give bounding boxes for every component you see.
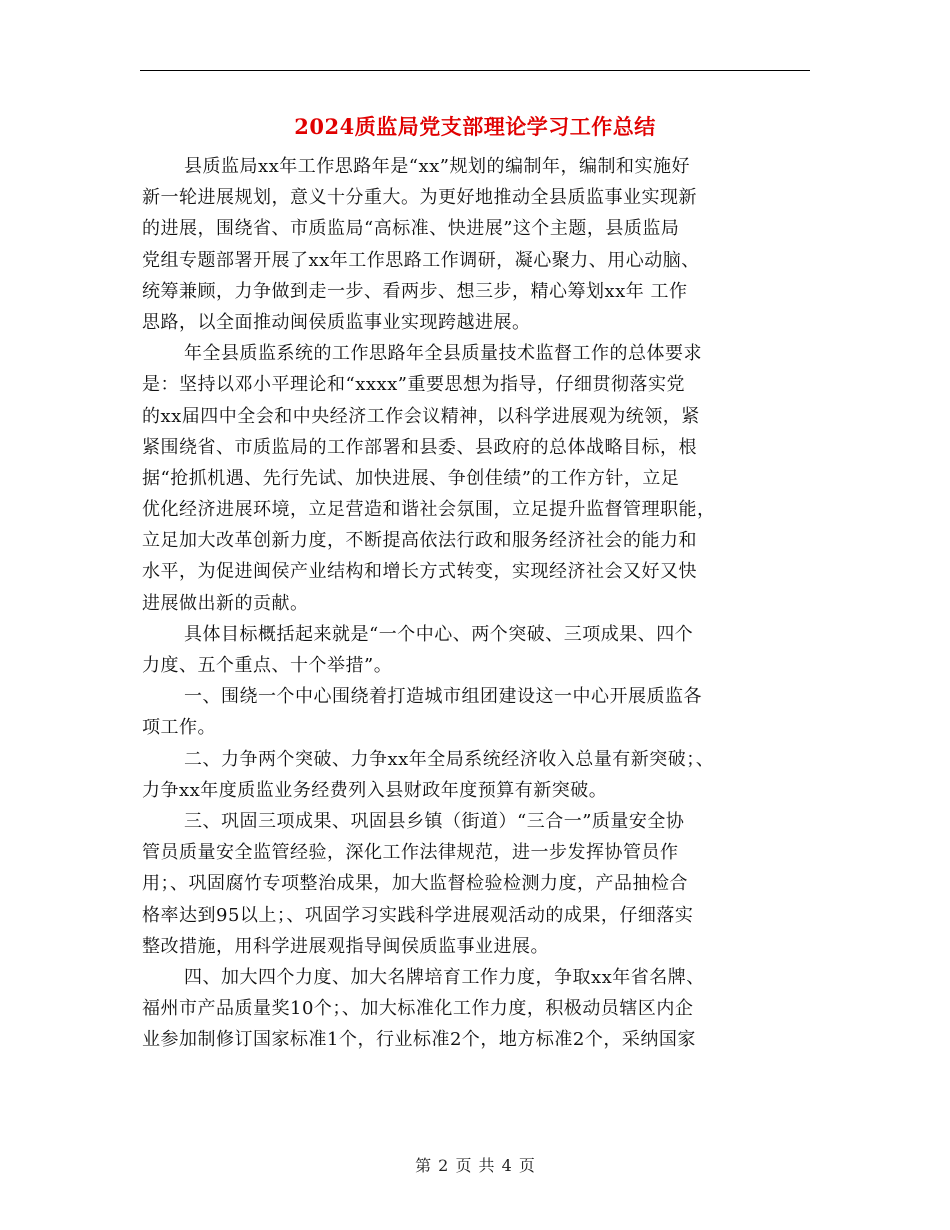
text-line: 整改措施，用科学进展观指导闽侯质监事业进展。	[142, 935, 549, 957]
text-line: 福州市产品质量奖10个；、加大标准化工作力度，积极动员辖区内企	[142, 998, 694, 1020]
page-number: 第 2 页 共 4 页	[415, 1156, 535, 1175]
text-line: 思路，以全面推动闽侯质监事业实现跨越进展。	[142, 311, 531, 333]
text-line: 立足加大改革创新力度，不断提高依法行政和服务经济社会的能力和	[142, 530, 697, 552]
text-line: 用；、巩固腐竹专项整治成果，加大监督检验检测力度，产品抽检合	[142, 873, 688, 895]
text-line: 年全县质监系统的工作思路年全县质量技术监督工作的总体要求	[184, 343, 702, 365]
text-line: 新一轮进展规划，意义十分重大。为更好地推动全县质监事业实现新	[142, 187, 697, 209]
text-line: 管员质量安全监管经验，深化工作法律规范，进一步发挥协管员作	[142, 842, 679, 864]
text-line: 力争xx年度质监业务经费列入县财政年度预算有新突破。	[142, 779, 608, 801]
text-line: 优化经济进展环境，立足营造和谐社会氛围，立足提升监督管理职能，	[142, 499, 716, 521]
text-line: 紧围绕省、市质监局的工作部署和县委、县政府的总体战略目标，根	[142, 436, 697, 458]
text-line: 一、围绕一个中心围绕着打造城市组团建设这一中心开展质监各	[184, 686, 702, 708]
text-line: 具体目标概括起来就是“一个中心、两个突破、三项成果、四个	[184, 623, 694, 645]
text-line: 力度、五个重点、十个举措”。	[142, 655, 393, 676]
document-title: 2024质监局党支部理论学习工作总结	[294, 114, 656, 139]
text-line: 格率达到95以上；、巩固学习实践科学进展观活动的成果，仔细落实	[142, 904, 694, 926]
text-line: 党组专题部署开展了xx年工作思路工作调研，凝心聚力、用心动脑、	[142, 249, 700, 271]
text-line: 的xx届四中全会和中央经济工作会议精神，以科学进展观为统领，紧	[142, 405, 700, 427]
text-line: 是：坚持以邓小平理论和“xxxx”重要思想为指导，仔细贯彻落实党	[142, 374, 686, 396]
text-line: 三、巩固三项成果、巩固县乡镇（街道）“三合一”质量安全协	[184, 810, 685, 832]
text-line: 二、力争两个突破、力争xx年全局系统经济收入总量有新突破；、	[184, 748, 715, 770]
text-line: 水平，为促进闽侯产业结构和增长方式转变，实现经济社会又好又快	[142, 561, 697, 583]
text-line: 四、加大四个力度、加大名牌培育工作力度，争取xx年省名牌、	[184, 966, 705, 988]
text-line: 统筹兼顾，力争做到走一步、看两步、想三步，精心筹划xx年 工作	[142, 280, 688, 302]
document-body	[142, 151, 810, 1055]
text-line: 进展做出新的贡献。	[142, 592, 309, 614]
text-line: 县质监局xx年工作思路年是“xx”规划的编制年，编制和实施好	[184, 156, 691, 177]
header-rule	[140, 70, 810, 71]
text-line: 据“抢抓机遇、先行先试、加快进展、争创佳绩”的工作方针，立足	[142, 467, 680, 489]
text-line: 项工作。	[142, 717, 216, 739]
text-line: 业参加制修订国家标准1个，行业标准2个，地方标准2个，采纳国家	[142, 1029, 696, 1051]
text-line: 的进展，围绕省、市质监局“高标准、快进展”这个主题，县质监局	[142, 218, 680, 240]
